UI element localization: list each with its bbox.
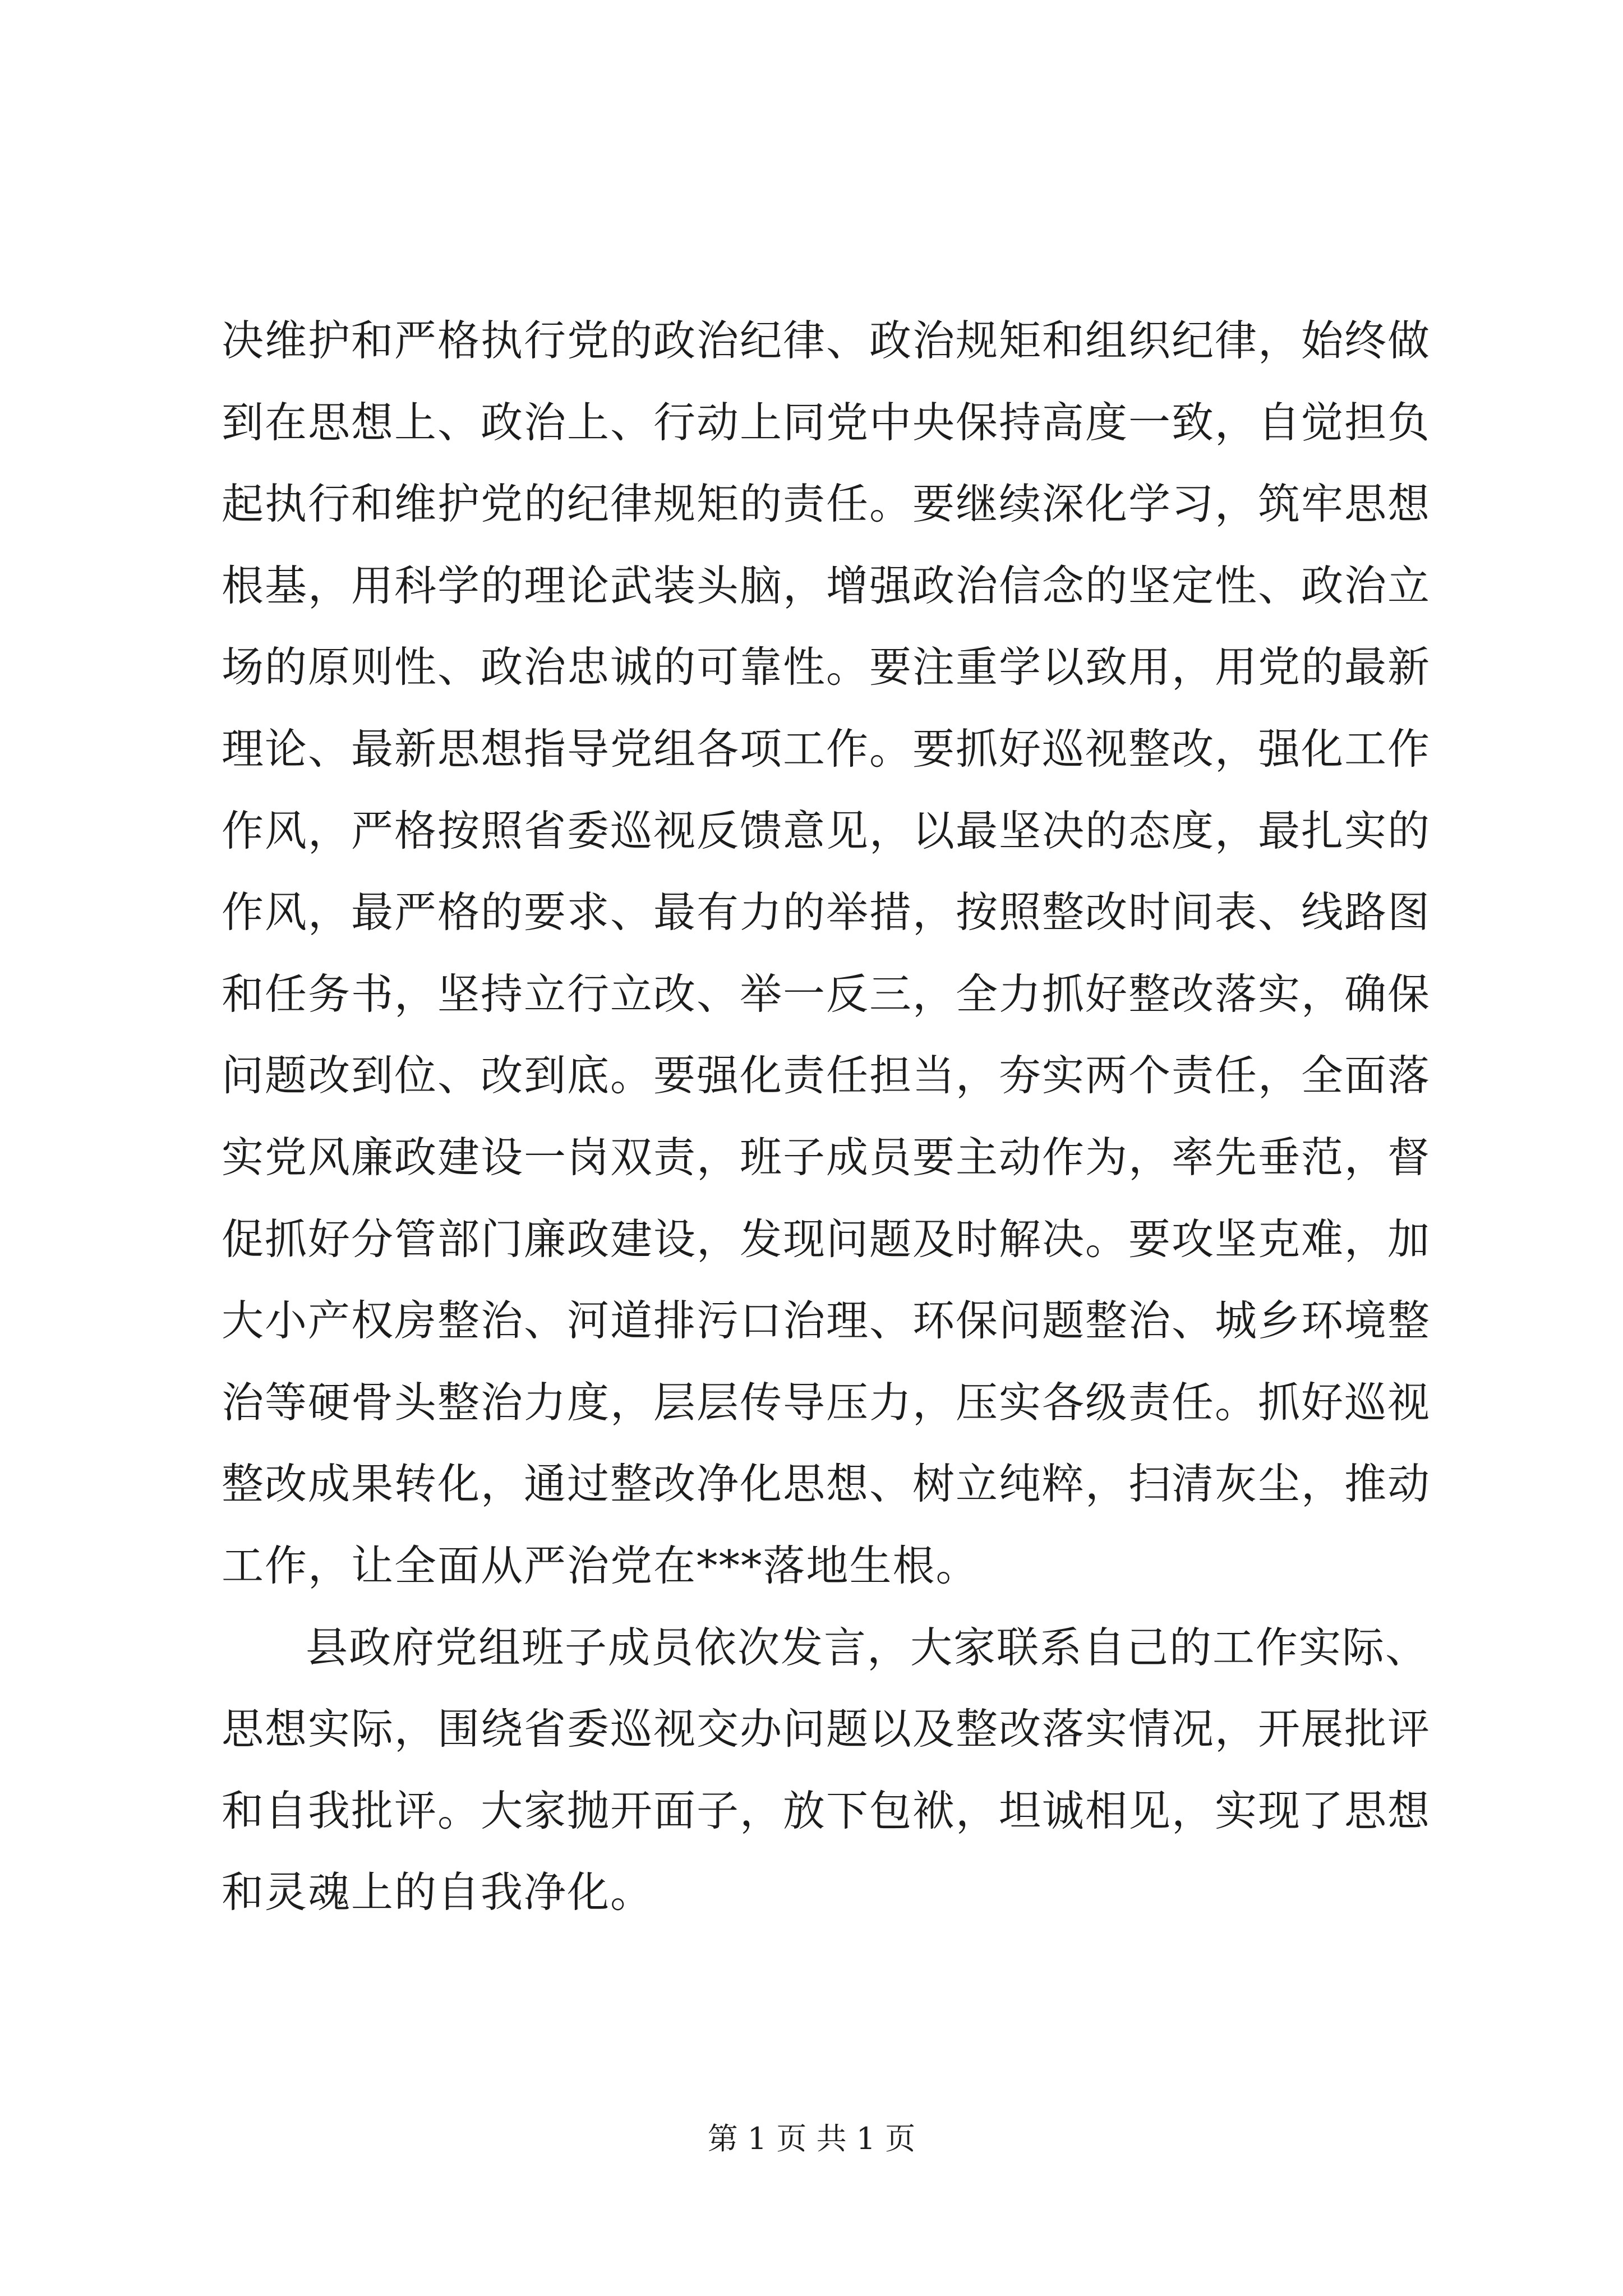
paragraph-1-line-2: 到在思想上、政治上、行动上同党中央保持高度一致，自觉担负 [222, 397, 1431, 447]
paragraph-1-line-12: 促抓好分管部门廉政建设，发现问题及时解决。要攻坚克难，加 [222, 1214, 1431, 1264]
paragraph-1-line-11: 实党风廉政建设一岗双责，班子成员要主动作为，率先垂范，督 [222, 1132, 1431, 1182]
paragraph-1-line-9: 和任务书，坚持立行立改、举一反三，全力抓好整改落实，确保 [222, 969, 1431, 1019]
paragraph-1-line-13: 大小产权房整治、河道排污口治理、环保问题整治、城乡环境整 [222, 1296, 1431, 1346]
document-body [222, 300, 1431, 1934]
paragraph-1-line-1: 决维护和严格执行党的政治纪律、政治规矩和组织纪律，始终做 [222, 316, 1431, 365]
paragraph-1-line-4: 根基，用科学的理论武装头脑，增强政治信念的坚定性、政治立 [222, 560, 1431, 610]
paragraph-2-line-1: 县政府党组班子成员依次发言，大家联系自己的工作实际、 [306, 1622, 1429, 1672]
paragraph-1-line-6: 理论、最新思想指导党组各项工作。要抓好巡视整改，强化工作 [222, 724, 1431, 774]
paragraph-2-line-3: 和自我批评。大家抛开面子，放下包袱，坦诚相见，实现了思想 [222, 1786, 1431, 1835]
paragraph-2-line-2: 思想实际，围绕省委巡视交办问题以及整改落实情况，开展批评 [222, 1704, 1431, 1754]
page-number-footer: 第 1 页 共 1 页 [707, 2121, 916, 2156]
paragraph-1-line-3: 起执行和维护党的纪律规矩的责任。要继续深化学习，筑牢思想 [222, 479, 1431, 529]
paragraph-2-line-4: 和灵魂上的自我净化。 [222, 1867, 654, 1917]
paragraph-1-line-15: 整改成果转化，通过整改净化思想、树立纯粹，扫清灰尘，推动 [222, 1459, 1431, 1509]
paragraph-1-line-10: 问题改到位、改到底。要强化责任担当，夯实两个责任，全面落 [222, 1051, 1431, 1101]
paragraph-1-line-7: 作风，严格按照省委巡视反馈意见，以最坚决的态度，最扎实的 [222, 806, 1431, 855]
paragraph-1-line-5: 场的原则性、政治忠诚的可靠性。要注重学以致用，用党的最新 [222, 642, 1431, 692]
paragraph-1-line-8: 作风，最严格的要求、最有力的举措，按照整改时间表、线路图 [222, 887, 1431, 937]
paragraph-1-line-16: 工作，让全面从严治党在***落地生根。 [222, 1540, 979, 1590]
paragraph-1-line-14: 治等硬骨头整治力度，层层传导压力，压实各级责任。抓好巡视 [222, 1377, 1431, 1427]
